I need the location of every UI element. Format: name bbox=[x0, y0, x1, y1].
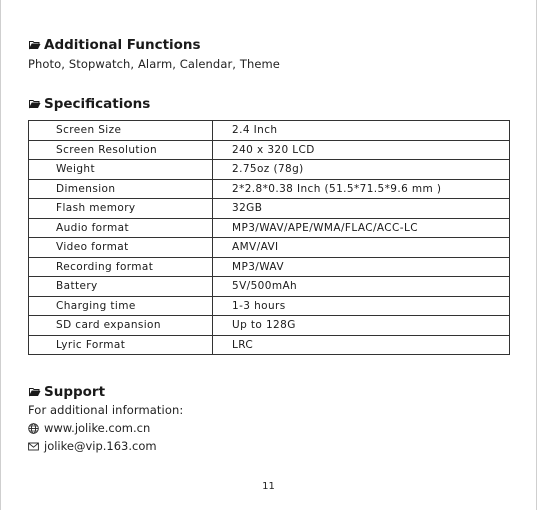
spec-key: Lyric Format bbox=[29, 335, 213, 355]
additional-functions-title: Additional Functions bbox=[44, 37, 201, 53]
spec-value: LRC bbox=[213, 335, 510, 355]
support-text: For additional information: bbox=[28, 403, 184, 417]
table-row bbox=[29, 160, 510, 180]
spec-value: 2*2.8*0.38 Inch (51.5*71.5*9.6 mm ) bbox=[213, 179, 510, 199]
specifications-heading bbox=[29, 96, 150, 112]
email-link[interactable]: jolike@vip.163.com bbox=[44, 439, 157, 453]
spec-value: Up to 128G bbox=[213, 316, 510, 336]
specifications-table bbox=[28, 120, 510, 355]
email-row[interactable] bbox=[28, 439, 157, 453]
folder-icon bbox=[29, 387, 41, 397]
spec-key: Charging time bbox=[29, 296, 213, 316]
specifications-title: Specifications bbox=[44, 96, 151, 112]
spec-value: 240 x 320 LCD bbox=[213, 140, 510, 160]
website-link[interactable]: www.jolike.com.cn bbox=[44, 421, 151, 435]
additional-functions-heading bbox=[29, 37, 201, 53]
spec-key: Battery bbox=[29, 277, 213, 297]
table-row bbox=[29, 296, 510, 316]
globe-icon bbox=[28, 423, 39, 434]
table-row bbox=[29, 179, 510, 199]
table-row bbox=[29, 121, 510, 141]
page-number: 11 bbox=[262, 481, 275, 492]
spec-value: 32GB bbox=[213, 199, 510, 219]
spec-value: 5V/500mAh bbox=[213, 277, 510, 297]
table-row bbox=[29, 335, 510, 355]
spec-value: MP3/WAV/APE/WMA/FLAC/ACC-LC bbox=[213, 218, 510, 238]
spec-key: Screen Size bbox=[29, 121, 213, 141]
table-row bbox=[29, 199, 510, 219]
additional-functions-list: Photo, Stopwatch, Alarm, Calendar, Theme bbox=[28, 57, 280, 71]
folder-icon bbox=[29, 99, 41, 109]
spec-value: 2.4 Inch bbox=[213, 121, 510, 141]
folder-icon bbox=[29, 40, 41, 50]
envelope-icon bbox=[28, 441, 39, 452]
spec-value: MP3/WAV bbox=[213, 257, 510, 277]
table-row bbox=[29, 257, 510, 277]
spec-value: AMV/AVI bbox=[213, 238, 510, 258]
table-row bbox=[29, 140, 510, 160]
spec-key: Flash memory bbox=[29, 199, 213, 219]
table-row bbox=[29, 218, 510, 238]
spec-key: Recording format bbox=[29, 257, 213, 277]
spec-value: 2.75oz (78g) bbox=[213, 160, 510, 180]
spec-value: 1-3 hours bbox=[213, 296, 510, 316]
table-row bbox=[29, 316, 510, 336]
table-row bbox=[29, 277, 510, 297]
table-row bbox=[29, 238, 510, 258]
support-title: Support bbox=[44, 384, 106, 400]
spec-key: Dimension bbox=[29, 179, 213, 199]
spec-key: Screen Resolution bbox=[29, 140, 213, 160]
spec-key: Audio format bbox=[29, 218, 213, 238]
spec-key: Weight bbox=[29, 160, 213, 180]
spec-key: SD card expansion bbox=[29, 316, 213, 336]
support-heading bbox=[29, 384, 105, 400]
website-row[interactable] bbox=[28, 421, 150, 435]
spec-key: Video format bbox=[29, 238, 213, 258]
